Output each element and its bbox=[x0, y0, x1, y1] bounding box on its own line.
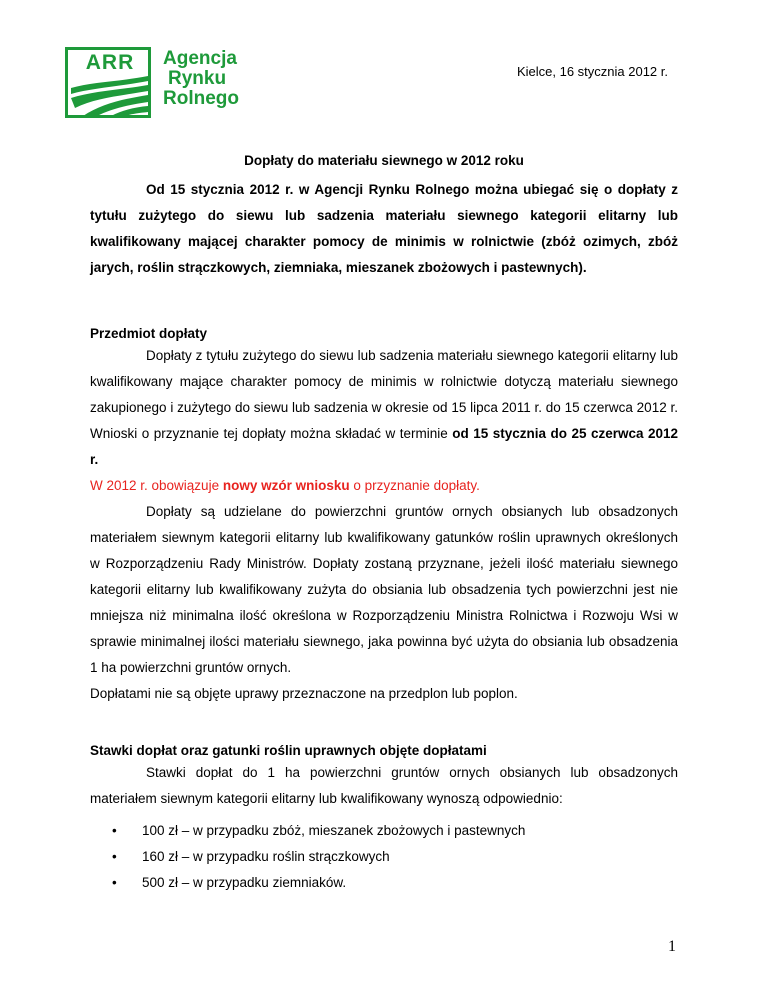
page-number: 1 bbox=[668, 938, 676, 955]
document-date: Kielce, 16 stycznia 2012 r. bbox=[516, 64, 668, 79]
exclusions-paragraph: Dopłatami nie są objęte uprawy przeznaczone na przedplon lub poplon. bbox=[90, 686, 518, 701]
rates-list bbox=[112, 818, 525, 896]
rates-paragraph: Stawki dopłat do 1 ha powierzchni gruntów ornych obsianych lub obsadzonych materiałem siewnym kategorii elitarny lub kwalifikowany wynoszą odpowiednio: bbox=[90, 765, 678, 806]
intro-paragraph: Od 15 stycznia 2012 r. w Agencji Rynku Rolnego można ubiegać się o dopłaty z tytułu zużytego do siewu lub sadzenia materiału siewnego kategorii elitarny lub kwalifikowany mającej charakter pomocy de minimis w rolnictwie (zbóż ozimych, zbóż jarych, roślin strączkowych, ziemniaka, mieszanek zbożowych i pastewnych). bbox=[90, 182, 678, 275]
logo-wordmark: Agencja Rynku Rolnego bbox=[163, 48, 239, 109]
arr-logo bbox=[65, 47, 295, 119]
list-item: • 160 zł – w przypadku roślin strączkowych bbox=[112, 849, 390, 864]
document-title: Dopłaty do materiału siewnego w 2012 roku bbox=[244, 153, 524, 168]
subject-paragraph: Dopłaty z tytułu zużytego do siewu lub sadzenia materiału siewnego kategorii elitarny lub kwalifikowany mające charakter pomocy de minimis w rolnictwie dotyczą materiału siewnego zakupionego i zużytego do siewu lub sadzenia w okresie od 15 lipca 2011 r. do 15 czerwca 2012 r. Wnioski o przyznanie tej dopłaty można składać w terminie od 15 stycznia do 25 czerwca 2012 r. bbox=[90, 348, 679, 467]
logo-emblem bbox=[65, 47, 151, 118]
field-stripes-icon bbox=[71, 74, 148, 116]
logo-abbr: ARR bbox=[85, 51, 135, 74]
list-item: • 500 zł – w przypadku ziemniaków. bbox=[112, 875, 347, 890]
list-item: • 100 zł – w przypadku zbóż, mieszanek zbożowych i pastewnych bbox=[112, 823, 526, 838]
conditions-paragraph: Dopłaty są udzielane do powierzchni gruntów ornych obsianych lub obsadzonych materiałem siewnym kategorii elitarny lub kwalifikowany gatunków roślin uprawnych określonych w Rozporządzeniu Rady Ministrów. Dopłaty zostaną przyznane, jeżeli ilość materiału siewnego kategorii elitarny lub kwalifikowany zużyta do obsiania lub obsadzenia tych powierzchni jest nie mniejsza niż minimalna ilość określona w Rozporządzeniu Ministra Rolnictwa i Rozwoju Wsi w sprawie minimalnej ilości materiału siewnego, jaka powinna być użyta do obsiania lub obsadzenia 1 ha powierzchni gruntów ornych. bbox=[90, 504, 678, 675]
section-heading-rates: Stawki dopłat oraz gatunki roślin uprawnych objęte dopłatami bbox=[90, 743, 487, 758]
subject-section bbox=[90, 343, 678, 707]
section-heading-subject: Przedmiot dopłaty bbox=[90, 326, 208, 341]
new-form-notice: W 2012 r. obowiązuje nowy wzór wniosku o przyznanie dopłaty. bbox=[90, 478, 480, 493]
